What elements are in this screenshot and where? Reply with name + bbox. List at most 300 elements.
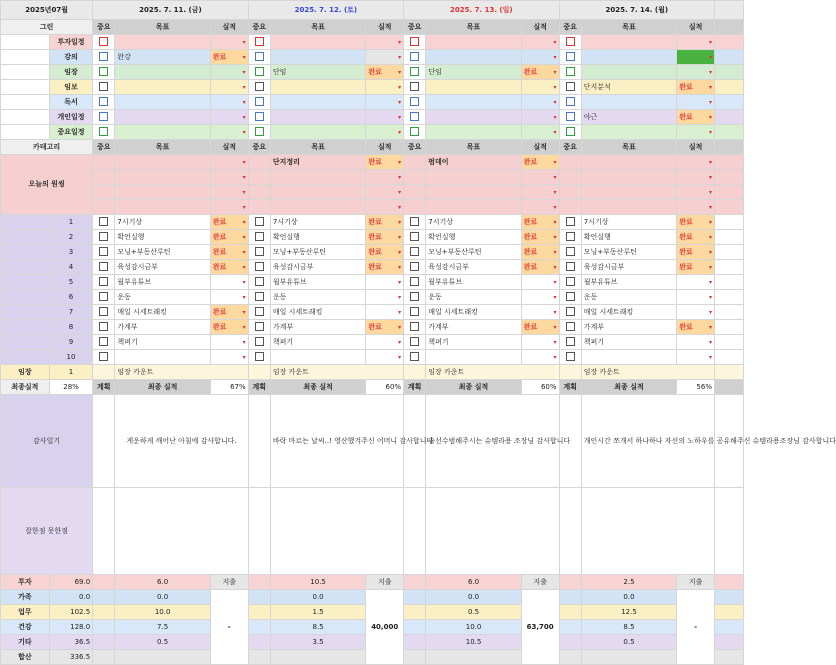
goal-cell[interactable]: 단임 (270, 65, 366, 80)
checkbox-icon[interactable] (566, 292, 575, 301)
checkbox-icon[interactable] (566, 277, 575, 286)
checkbox-icon[interactable] (410, 292, 419, 301)
praise-cell-1[interactable] (270, 488, 403, 575)
result-dropdown[interactable] (677, 230, 715, 245)
dropdown-arrow-icon[interactable]: ▾ (708, 53, 712, 61)
gratitude-entry-1[interactable]: 바락 마르는 날씨..! 영산했겨주신 어머니 감사합니다 (270, 395, 403, 488)
goal-cell[interactable]: 단임 (426, 65, 522, 80)
dropdown-arrow-icon[interactable]: ▾ (242, 188, 246, 196)
habit-checkbox[interactable] (559, 275, 581, 290)
important-checkbox[interactable] (559, 65, 581, 80)
dropdown-arrow-icon[interactable]: ▾ (398, 68, 402, 76)
dropdown-arrow-icon[interactable]: ▾ (553, 233, 557, 241)
checkbox-icon[interactable] (410, 97, 419, 106)
important-checkbox[interactable] (248, 35, 270, 50)
result-dropdown[interactable] (521, 185, 559, 200)
result-dropdown[interactable] (366, 50, 404, 65)
dropdown-arrow-icon[interactable]: ▾ (398, 83, 402, 91)
one-thing-goal[interactable] (581, 170, 677, 185)
checkbox-icon[interactable] (255, 277, 264, 286)
one-thing-goal[interactable] (426, 200, 522, 215)
important-checkbox[interactable] (93, 65, 115, 80)
dropdown-arrow-icon[interactable]: ▾ (242, 338, 246, 346)
important-checkbox[interactable] (404, 35, 426, 50)
dropdown-arrow-icon[interactable]: ▾ (553, 188, 557, 196)
dropdown-arrow-icon[interactable]: ▾ (242, 113, 246, 121)
dropdown-arrow-icon[interactable]: ▾ (242, 98, 246, 106)
result-dropdown[interactable] (677, 170, 715, 185)
result-dropdown[interactable] (677, 110, 715, 125)
dropdown-arrow-icon[interactable]: ▾ (398, 248, 402, 256)
result-dropdown[interactable] (210, 95, 248, 110)
one-thing-goal[interactable] (426, 185, 522, 200)
dropdown-arrow-icon[interactable]: ▾ (708, 68, 712, 76)
result-dropdown[interactable] (521, 35, 559, 50)
checkbox-icon[interactable] (566, 337, 575, 346)
result-dropdown[interactable] (677, 245, 715, 260)
habit-checkbox[interactable] (559, 230, 581, 245)
result-dropdown[interactable] (210, 155, 248, 170)
checkbox-icon[interactable] (410, 262, 419, 271)
dropdown-arrow-icon[interactable]: ▾ (398, 353, 402, 361)
habit-checkbox[interactable] (248, 350, 270, 365)
dropdown-arrow-icon[interactable]: ▾ (708, 38, 712, 46)
important-checkbox[interactable] (559, 125, 581, 140)
dropdown-arrow-icon[interactable]: ▾ (708, 338, 712, 346)
dropdown-arrow-icon[interactable]: ▾ (242, 68, 246, 76)
checkbox-icon[interactable] (255, 112, 264, 121)
checkbox-icon[interactable] (99, 37, 108, 46)
important-checkbox[interactable] (93, 35, 115, 50)
result-dropdown[interactable] (210, 260, 248, 275)
habit-checkbox[interactable] (248, 245, 270, 260)
spend-value[interactable]: 63,700 (521, 590, 559, 665)
result-dropdown[interactable] (521, 245, 559, 260)
result-dropdown[interactable] (677, 95, 715, 110)
habit-checkbox[interactable] (559, 305, 581, 320)
dropdown-arrow-icon[interactable]: ▾ (242, 263, 246, 271)
checkbox-icon[interactable] (566, 37, 575, 46)
checkbox-icon[interactable] (566, 67, 575, 76)
checkbox-icon[interactable] (410, 307, 419, 316)
dropdown-arrow-icon[interactable]: ▾ (708, 263, 712, 271)
result-dropdown[interactable] (210, 215, 248, 230)
important-checkbox[interactable] (93, 125, 115, 140)
one-thing-goal[interactable] (581, 155, 677, 170)
important-checkbox[interactable] (93, 50, 115, 65)
day-header-1[interactable]: 2025. 7. 12. (토) (248, 1, 403, 20)
checkbox-icon[interactable] (99, 52, 108, 61)
result-dropdown[interactable] (366, 185, 404, 200)
dropdown-arrow-icon[interactable]: ▾ (708, 173, 712, 181)
checkbox-icon[interactable] (99, 322, 108, 331)
dropdown-arrow-icon[interactable]: ▾ (242, 218, 246, 226)
important-checkbox[interactable] (93, 110, 115, 125)
result-dropdown[interactable] (366, 290, 404, 305)
checkbox-icon[interactable] (255, 292, 264, 301)
result-dropdown[interactable] (677, 290, 715, 305)
important-checkbox[interactable] (248, 50, 270, 65)
checkbox-icon[interactable] (99, 82, 108, 91)
dropdown-arrow-icon[interactable]: ▾ (708, 233, 712, 241)
dropdown-arrow-icon[interactable]: ▾ (242, 83, 246, 91)
important-checkbox[interactable] (248, 125, 270, 140)
checkbox-icon[interactable] (99, 277, 108, 286)
time-value[interactable]: 10.5 (270, 575, 366, 590)
result-dropdown[interactable] (521, 305, 559, 320)
dropdown-arrow-icon[interactable]: ▾ (553, 128, 557, 136)
result-dropdown[interactable] (210, 80, 248, 95)
dropdown-arrow-icon[interactable]: ▾ (242, 308, 246, 316)
important-checkbox[interactable] (93, 80, 115, 95)
habit-checkbox[interactable] (559, 290, 581, 305)
habit-checkbox[interactable] (93, 350, 115, 365)
goal-cell[interactable] (270, 80, 366, 95)
checkbox-icon[interactable] (255, 352, 264, 361)
goal-cell[interactable]: 단지분석 (581, 80, 677, 95)
habit-checkbox[interactable] (93, 335, 115, 350)
time-value[interactable]: 10.0 (115, 605, 211, 620)
important-checkbox[interactable] (404, 110, 426, 125)
result-dropdown[interactable] (521, 50, 559, 65)
dropdown-arrow-icon[interactable]: ▾ (553, 173, 557, 181)
one-thing-goal[interactable] (426, 170, 522, 185)
habit-checkbox[interactable] (404, 290, 426, 305)
dropdown-arrow-icon[interactable]: ▾ (398, 98, 402, 106)
dropdown-arrow-icon[interactable]: ▾ (398, 278, 402, 286)
dropdown-arrow-icon[interactable]: ▾ (398, 293, 402, 301)
checkbox-icon[interactable] (566, 127, 575, 136)
dropdown-arrow-icon[interactable]: ▾ (708, 113, 712, 121)
dropdown-arrow-icon[interactable]: ▾ (553, 308, 557, 316)
result-dropdown[interactable] (677, 335, 715, 350)
dropdown-arrow-icon[interactable]: ▾ (398, 53, 402, 61)
result-dropdown[interactable] (210, 200, 248, 215)
day-header-3[interactable]: 2025. 7. 14. (월) (559, 1, 714, 20)
checkbox-icon[interactable] (99, 262, 108, 271)
result-dropdown[interactable] (366, 200, 404, 215)
goal-cell[interactable] (581, 50, 677, 65)
dropdown-arrow-icon[interactable]: ▾ (708, 293, 712, 301)
checkbox-icon[interactable] (255, 322, 264, 331)
result-dropdown[interactable] (210, 290, 248, 305)
dropdown-arrow-icon[interactable]: ▾ (242, 38, 246, 46)
result-dropdown[interactable] (210, 305, 248, 320)
dropdown-arrow-icon[interactable]: ▾ (398, 158, 402, 166)
goal-cell[interactable] (581, 35, 677, 50)
habit-checkbox[interactable] (404, 245, 426, 260)
dropdown-arrow-icon[interactable]: ▾ (553, 278, 557, 286)
important-checkbox[interactable] (404, 125, 426, 140)
one-thing-goal[interactable]: 단지정리 (270, 155, 366, 170)
time-value[interactable] (270, 650, 366, 665)
dropdown-arrow-icon[interactable]: ▾ (398, 338, 402, 346)
dropdown-arrow-icon[interactable]: ▾ (398, 188, 402, 196)
goal-cell[interactable] (115, 95, 211, 110)
checkbox-icon[interactable] (410, 322, 419, 331)
gratitude-entry-2[interactable]: 솔선수범해주시는 슈템라용 조장님 감사합니다 (426, 395, 559, 488)
checkbox-icon[interactable] (410, 82, 419, 91)
result-dropdown[interactable] (521, 215, 559, 230)
time-value[interactable]: 8.5 (270, 620, 366, 635)
important-checkbox[interactable] (93, 95, 115, 110)
checkbox-icon[interactable] (255, 97, 264, 106)
one-thing-goal[interactable] (270, 200, 366, 215)
time-value[interactable]: 0.0 (270, 590, 366, 605)
result-dropdown[interactable] (366, 350, 404, 365)
result-dropdown[interactable] (210, 65, 248, 80)
time-value[interactable]: 10.0 (426, 620, 522, 635)
result-dropdown[interactable] (366, 320, 404, 335)
dropdown-arrow-icon[interactable]: ▾ (553, 263, 557, 271)
result-dropdown[interactable] (366, 95, 404, 110)
dropdown-arrow-icon[interactable]: ▾ (242, 173, 246, 181)
result-dropdown[interactable] (210, 35, 248, 50)
habit-checkbox[interactable] (404, 215, 426, 230)
checkbox-icon[interactable] (255, 247, 264, 256)
result-dropdown[interactable] (366, 35, 404, 50)
result-dropdown[interactable] (366, 170, 404, 185)
habit-checkbox[interactable] (404, 335, 426, 350)
dropdown-arrow-icon[interactable]: ▾ (708, 128, 712, 136)
one-thing-goal[interactable]: 펌데이 (426, 155, 522, 170)
checkbox-icon[interactable] (255, 82, 264, 91)
praise-cell-0[interactable] (115, 488, 248, 575)
checkbox-icon[interactable] (99, 127, 108, 136)
checkbox-icon[interactable] (566, 232, 575, 241)
time-value[interactable]: 0.0 (581, 590, 677, 605)
time-value[interactable]: 2.5 (581, 575, 677, 590)
result-dropdown[interactable] (677, 260, 715, 275)
habit-checkbox[interactable] (404, 305, 426, 320)
gratitude-entry-0[interactable]: 게운하게 깨어난 아침에 감사합니다. (115, 395, 248, 488)
spend-value[interactable]: - (677, 590, 715, 665)
time-value[interactable]: 1.5 (270, 605, 366, 620)
habit-checkbox[interactable] (559, 260, 581, 275)
goal-cell[interactable] (115, 80, 211, 95)
dropdown-arrow-icon[interactable]: ▾ (553, 338, 557, 346)
result-dropdown[interactable] (210, 170, 248, 185)
dropdown-arrow-icon[interactable]: ▾ (242, 293, 246, 301)
result-dropdown[interactable] (521, 125, 559, 140)
goal-cell[interactable]: 야근 (581, 110, 677, 125)
dropdown-arrow-icon[interactable]: ▾ (553, 83, 557, 91)
time-value[interactable]: 6.0 (115, 575, 211, 590)
dropdown-arrow-icon[interactable]: ▾ (553, 248, 557, 256)
checkbox-icon[interactable] (255, 52, 264, 61)
goal-cell[interactable] (115, 110, 211, 125)
checkbox-icon[interactable] (566, 352, 575, 361)
goal-cell[interactable] (270, 50, 366, 65)
day-header-0[interactable]: 2025. 7. 11. (금) (93, 1, 248, 20)
result-dropdown[interactable] (366, 260, 404, 275)
dropdown-arrow-icon[interactable]: ▾ (553, 53, 557, 61)
checkbox-icon[interactable] (255, 262, 264, 271)
result-dropdown[interactable] (521, 170, 559, 185)
time-value[interactable]: 8.5 (581, 620, 677, 635)
goal-cell[interactable] (581, 65, 677, 80)
result-dropdown[interactable] (521, 65, 559, 80)
result-dropdown[interactable] (521, 155, 559, 170)
result-dropdown[interactable] (677, 155, 715, 170)
important-checkbox[interactable] (559, 35, 581, 50)
important-checkbox[interactable] (559, 50, 581, 65)
checkbox-icon[interactable] (410, 247, 419, 256)
time-value[interactable]: 0.0 (115, 590, 211, 605)
important-checkbox[interactable] (559, 95, 581, 110)
habit-checkbox[interactable] (93, 245, 115, 260)
result-dropdown[interactable] (210, 350, 248, 365)
habit-checkbox[interactable] (559, 245, 581, 260)
time-value[interactable]: 6.0 (426, 575, 522, 590)
important-checkbox[interactable] (404, 95, 426, 110)
dropdown-arrow-icon[interactable]: ▾ (708, 308, 712, 316)
dropdown-arrow-icon[interactable]: ▾ (553, 218, 557, 226)
time-value[interactable] (581, 650, 677, 665)
important-checkbox[interactable] (404, 80, 426, 95)
goal-cell[interactable] (115, 65, 211, 80)
result-dropdown[interactable] (366, 275, 404, 290)
dropdown-arrow-icon[interactable]: ▾ (708, 218, 712, 226)
result-dropdown[interactable] (521, 80, 559, 95)
important-checkbox[interactable] (248, 95, 270, 110)
checkbox-icon[interactable] (566, 262, 575, 271)
result-dropdown[interactable] (677, 275, 715, 290)
habit-checkbox[interactable] (404, 350, 426, 365)
result-dropdown[interactable] (366, 215, 404, 230)
habit-checkbox[interactable] (248, 215, 270, 230)
habit-checkbox[interactable] (248, 260, 270, 275)
praise-cell-3[interactable] (581, 488, 714, 575)
checkbox-icon[interactable] (99, 112, 108, 121)
spend-value[interactable]: - (210, 590, 248, 665)
dropdown-arrow-icon[interactable]: ▾ (708, 188, 712, 196)
time-value[interactable] (115, 650, 211, 665)
result-dropdown[interactable] (677, 320, 715, 335)
habit-checkbox[interactable] (93, 260, 115, 275)
goal-cell[interactable] (115, 35, 211, 50)
result-dropdown[interactable] (677, 215, 715, 230)
dropdown-arrow-icon[interactable]: ▾ (553, 203, 557, 211)
important-checkbox[interactable] (248, 80, 270, 95)
result-dropdown[interactable] (677, 65, 715, 80)
dropdown-arrow-icon[interactable]: ▾ (398, 323, 402, 331)
dropdown-arrow-icon[interactable]: ▾ (242, 203, 246, 211)
one-thing-goal[interactable] (115, 200, 211, 215)
result-dropdown[interactable] (521, 230, 559, 245)
important-checkbox[interactable] (404, 50, 426, 65)
dropdown-arrow-icon[interactable]: ▾ (553, 158, 557, 166)
checkbox-icon[interactable] (566, 97, 575, 106)
time-value[interactable]: 7.5 (115, 620, 211, 635)
habit-checkbox[interactable] (93, 290, 115, 305)
checkbox-icon[interactable] (410, 337, 419, 346)
dropdown-arrow-icon[interactable]: ▾ (708, 158, 712, 166)
checkbox-icon[interactable] (99, 337, 108, 346)
dropdown-arrow-icon[interactable]: ▾ (398, 203, 402, 211)
result-dropdown[interactable] (210, 50, 248, 65)
time-value[interactable]: 10.5 (426, 635, 522, 650)
time-value[interactable]: 0.0 (426, 590, 522, 605)
dropdown-arrow-icon[interactable]: ▾ (398, 308, 402, 316)
checkbox-icon[interactable] (410, 37, 419, 46)
habit-checkbox[interactable] (248, 305, 270, 320)
checkbox-icon[interactable] (255, 37, 264, 46)
dropdown-arrow-icon[interactable]: ▾ (398, 173, 402, 181)
checkbox-icon[interactable] (566, 82, 575, 91)
dropdown-arrow-icon[interactable]: ▾ (708, 98, 712, 106)
checkbox-icon[interactable] (255, 217, 264, 226)
result-dropdown[interactable] (677, 305, 715, 320)
dropdown-arrow-icon[interactable]: ▾ (553, 38, 557, 46)
one-thing-goal[interactable] (581, 185, 677, 200)
dropdown-arrow-icon[interactable]: ▾ (398, 38, 402, 46)
result-dropdown[interactable] (210, 320, 248, 335)
result-dropdown[interactable] (677, 185, 715, 200)
checkbox-icon[interactable] (410, 52, 419, 61)
goal-cell[interactable] (115, 125, 211, 140)
spend-value[interactable]: 40,000 (366, 590, 404, 665)
time-value[interactable]: 0.5 (426, 605, 522, 620)
checkbox-icon[interactable] (410, 217, 419, 226)
time-value[interactable]: 0.5 (581, 635, 677, 650)
habit-checkbox[interactable] (404, 230, 426, 245)
goal-cell[interactable] (426, 50, 522, 65)
one-thing-goal[interactable] (270, 185, 366, 200)
dropdown-arrow-icon[interactable]: ▾ (708, 323, 712, 331)
checkbox-icon[interactable] (99, 232, 108, 241)
checkbox-icon[interactable] (410, 352, 419, 361)
habit-checkbox[interactable] (93, 305, 115, 320)
praise-cell-2[interactable] (426, 488, 559, 575)
habit-checkbox[interactable] (559, 215, 581, 230)
dropdown-arrow-icon[interactable]: ▾ (242, 278, 246, 286)
goal-cell[interactable] (426, 35, 522, 50)
result-dropdown[interactable] (210, 230, 248, 245)
checkbox-icon[interactable] (99, 292, 108, 301)
dropdown-arrow-icon[interactable]: ▾ (553, 68, 557, 76)
goal-cell[interactable] (426, 80, 522, 95)
important-checkbox[interactable] (559, 110, 581, 125)
habit-checkbox[interactable] (93, 275, 115, 290)
time-value[interactable]: 12.5 (581, 605, 677, 620)
one-thing-goal[interactable] (115, 185, 211, 200)
dropdown-arrow-icon[interactable]: ▾ (553, 98, 557, 106)
goal-cell[interactable] (270, 35, 366, 50)
checkbox-icon[interactable] (99, 247, 108, 256)
dropdown-arrow-icon[interactable]: ▾ (398, 263, 402, 271)
checkbox-icon[interactable] (255, 337, 264, 346)
result-dropdown[interactable] (366, 155, 404, 170)
time-value[interactable]: 0.5 (115, 635, 211, 650)
checkbox-icon[interactable] (410, 67, 419, 76)
dropdown-arrow-icon[interactable]: ▾ (398, 113, 402, 121)
goal-cell[interactable]: 완강 (115, 50, 211, 65)
gratitude-entry-3[interactable]: 개인시간 쪼개서 하나하나 자선의 노하우를 공유해주신 슈템라용조장님 감사합니다 (581, 395, 714, 488)
habit-checkbox[interactable] (404, 320, 426, 335)
habit-checkbox[interactable] (559, 335, 581, 350)
goal-cell[interactable] (270, 125, 366, 140)
important-checkbox[interactable] (404, 65, 426, 80)
result-dropdown[interactable] (521, 95, 559, 110)
important-checkbox[interactable] (559, 80, 581, 95)
checkbox-icon[interactable] (566, 322, 575, 331)
checkbox-icon[interactable] (255, 307, 264, 316)
goal-cell[interactable] (426, 110, 522, 125)
dropdown-arrow-icon[interactable]: ▾ (242, 233, 246, 241)
result-dropdown[interactable] (210, 245, 248, 260)
checkbox-icon[interactable] (410, 127, 419, 136)
